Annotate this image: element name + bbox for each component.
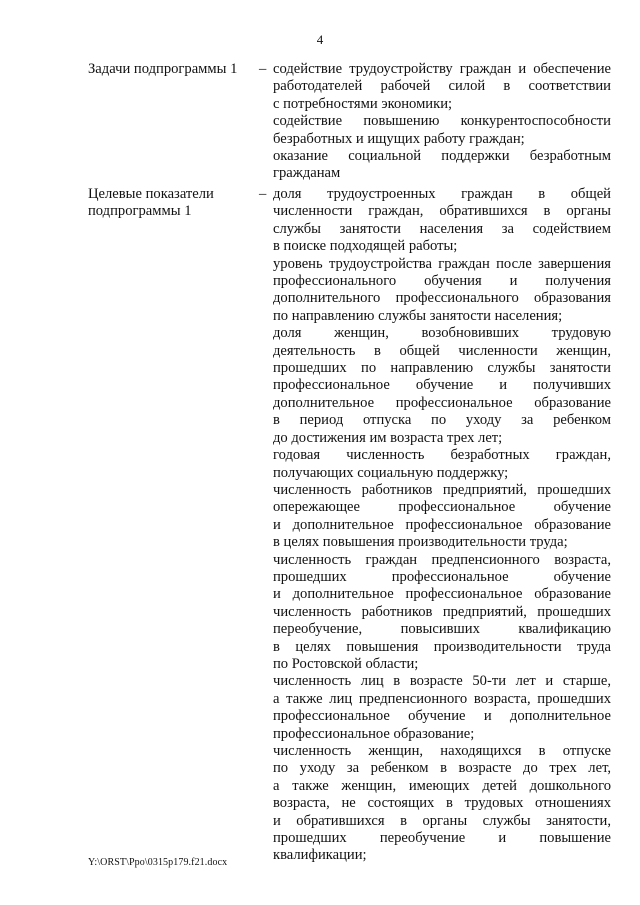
content-line: годовая численность безработных граждан, bbox=[273, 447, 611, 464]
content-line: доля женщин, возобновивших трудовую bbox=[273, 325, 611, 342]
content-line: и обратившихся в органы службы занятости, bbox=[273, 812, 611, 829]
content-line: численность граждан предпенсионного возраста, bbox=[273, 551, 611, 568]
content-line: профессиональное образование; bbox=[273, 725, 475, 742]
content-line: в период отпуска по уходу за ребенком bbox=[273, 412, 611, 429]
section-label bbox=[88, 61, 258, 78]
content-line: а также женщин, имеющих детей дошкольного bbox=[273, 777, 611, 794]
section-dash: – bbox=[259, 61, 267, 77]
content-line: прошедших переобучение и повышение bbox=[273, 830, 611, 847]
content-line: переобучение, повысивших квалификацию bbox=[273, 621, 611, 638]
content-line: профессиональное обучение и получивших bbox=[273, 377, 611, 394]
content-line: квалификации; bbox=[273, 847, 367, 864]
content-line: численность женщин, находящихся в отпуске bbox=[273, 743, 611, 759]
content-line: в поиске подходящей работы; bbox=[273, 238, 458, 255]
content-line: профессиональное обучение и дополнительное bbox=[273, 708, 611, 725]
section-content bbox=[273, 186, 611, 865]
section-label-line: Целевые показатели bbox=[88, 186, 214, 202]
content-line: гражданам bbox=[273, 165, 341, 182]
content-line: с потребностями экономики; bbox=[273, 95, 453, 112]
content-line: и дополнительное профессиональное образование bbox=[273, 516, 611, 533]
content-line: по уходу за ребенком в возрасте до трех лет, bbox=[273, 760, 611, 777]
content-line: а также лиц предпенсионного возраста, прошедших bbox=[273, 690, 611, 707]
content-line: в целях повышения производительности труда bbox=[273, 638, 611, 655]
content-line: оказание социальной поддержки безработным bbox=[273, 148, 611, 165]
content-line: по Ростовской области; bbox=[273, 655, 419, 672]
content-line: доля трудоустроенных граждан в общей bbox=[273, 186, 611, 202]
content-line: работодателей рабочей силой в соответствии bbox=[273, 78, 611, 95]
content-line: возраста, не состоящих в трудовых отношениях bbox=[273, 795, 611, 812]
content-line: прошедших по направлению службы занятости bbox=[273, 360, 611, 377]
content-line: содействие трудоустройству граждан и обеспечение bbox=[273, 61, 611, 77]
content-line: уровень трудоустройства граждан после завершения bbox=[273, 255, 611, 272]
section-content bbox=[273, 61, 611, 183]
content-line: в целях повышения производительности труда; bbox=[273, 534, 568, 551]
section-label-line: подпрограммы 1 bbox=[88, 203, 192, 220]
content-line: деятельность в общей численности женщин, bbox=[273, 342, 611, 359]
content-line: численность работников предприятий, прошедших bbox=[273, 481, 611, 498]
content-line: профессионального обучения и получения bbox=[273, 273, 611, 290]
content-line: до достижения им возраста трех лет; bbox=[273, 429, 503, 446]
content-line: дополнительного профессионального образования bbox=[273, 290, 611, 307]
section-dash: – bbox=[259, 186, 267, 202]
content-line: прошедших профессиональное обучение bbox=[273, 568, 611, 585]
section-label-line: Задачи подпрограммы 1 bbox=[88, 61, 238, 77]
content-line: опережающее профессиональное обучение bbox=[273, 499, 611, 516]
content-line: численности граждан, обратившихся в органы bbox=[273, 203, 611, 220]
content-line: дополнительное профессиональное образование bbox=[273, 394, 611, 411]
content-line: получающих социальную поддержку; bbox=[273, 464, 509, 481]
content-line: численность работников предприятий, прошедших bbox=[273, 603, 611, 620]
content-line: численность лиц в возрасте 50-ти лет и старше, bbox=[273, 673, 611, 690]
content-line: и дополнительное профессиональное образование bbox=[273, 586, 611, 603]
content-line: службы занятости населения за содействием bbox=[273, 220, 611, 237]
file-path-footer: Y:\ORST\Ppo\0315p179.f21.docx bbox=[88, 857, 228, 868]
content-line: содействие повышению конкурентоспособности bbox=[273, 113, 611, 130]
section-label bbox=[88, 186, 258, 221]
content-line: безработных и ищущих работу граждан; bbox=[273, 130, 525, 147]
page-number: 4 bbox=[316, 32, 324, 47]
content-line: по направлению службы занятости населения; bbox=[273, 307, 563, 324]
